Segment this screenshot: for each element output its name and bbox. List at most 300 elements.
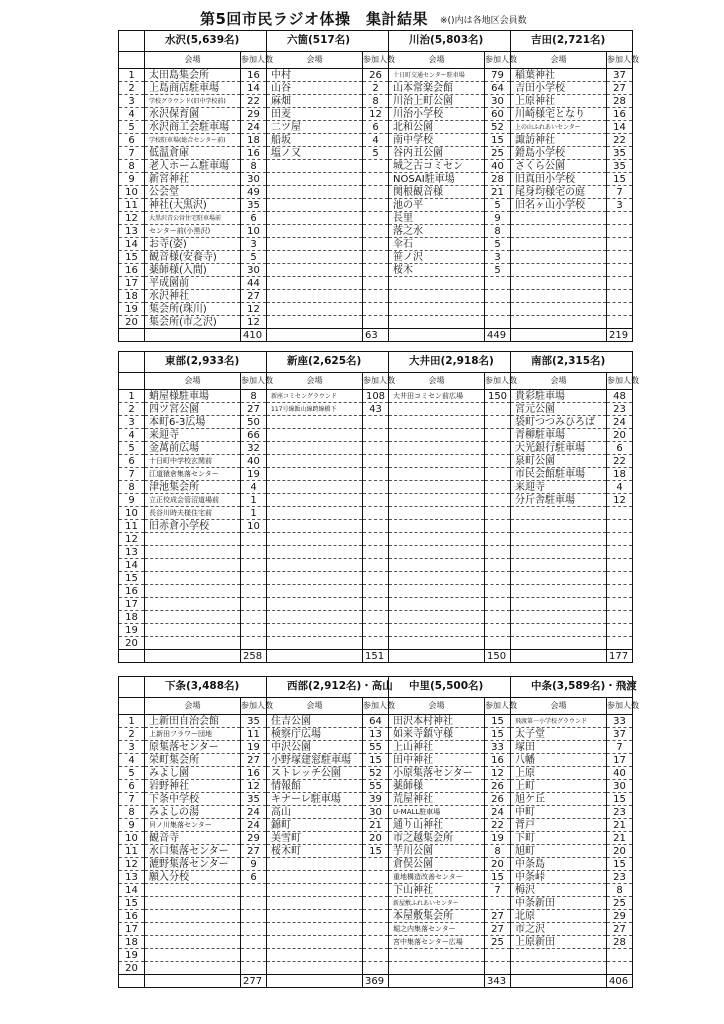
district-table (118, 351, 639, 663)
row-number: 19 (119, 624, 145, 637)
row-number: 19 (119, 949, 145, 962)
venue-cell (145, 559, 241, 572)
total-row (119, 329, 633, 342)
row-number: 15 (119, 572, 145, 585)
count-cell: 26 (485, 793, 511, 806)
venue-cell: 田中神社 (389, 754, 485, 767)
district-total: 277 (241, 975, 267, 988)
count-cell (241, 533, 267, 546)
venue-cell (511, 225, 607, 238)
table-row (119, 897, 633, 910)
count-cell (363, 468, 389, 481)
venue-cell: 小野塚建窓駐車場 (267, 754, 363, 767)
table-row (119, 494, 633, 507)
table-row (119, 598, 633, 611)
index-header-cell (119, 352, 145, 373)
venue-cell: 伞石 (389, 238, 485, 251)
count-column-header: 参加人数 (363, 372, 389, 389)
count-cell (607, 290, 633, 303)
table-row (119, 82, 633, 95)
venue-cell: 上原新田 (511, 936, 607, 949)
count-cell (241, 923, 267, 936)
venue-column-header: 会場 (389, 51, 485, 68)
district-total: 150 (485, 650, 511, 663)
count-cell: 11 (241, 728, 267, 741)
venue-cell (145, 637, 241, 650)
venue-cell (511, 533, 607, 546)
count-cell: 40 (607, 767, 633, 780)
venue-cell (511, 637, 607, 650)
venue-cell: 低温倉庫 (145, 147, 241, 160)
venue-cell: 旭町 (511, 845, 607, 858)
count-cell (363, 277, 389, 290)
row-number: 9 (119, 819, 145, 832)
venue-cell: 荒屋神社 (389, 793, 485, 806)
count-cell: 12 (607, 494, 633, 507)
count-cell (363, 923, 389, 936)
venue-cell: 新宮神社 (145, 173, 241, 186)
count-cell (363, 585, 389, 598)
venue-cell (267, 611, 363, 624)
count-cell: 20 (363, 832, 389, 845)
table-row (119, 715, 633, 728)
count-cell: 20 (607, 429, 633, 442)
count-cell: 25 (607, 897, 633, 910)
count-cell (607, 520, 633, 533)
venue-cell: 大光銀行駐車場 (511, 442, 607, 455)
count-cell: 79 (485, 69, 511, 82)
total-blank-cell (389, 329, 485, 342)
count-cell (241, 598, 267, 611)
table-row (119, 212, 633, 225)
count-cell: 13 (363, 728, 389, 741)
count-cell: 14 (607, 121, 633, 134)
count-cell: 27 (607, 923, 633, 936)
column-header-row (119, 372, 633, 389)
venue-cell: さくら公園 (511, 160, 607, 173)
venue-cell: キナーレ駐車場 (267, 793, 363, 806)
count-cell (241, 637, 267, 650)
venue-cell (145, 936, 241, 949)
count-column-header: 参加人数 (485, 697, 511, 714)
district-name: 川治(5,803名) (389, 31, 511, 52)
count-cell (363, 871, 389, 884)
table-row (119, 728, 633, 741)
row-number: 17 (119, 277, 145, 290)
count-cell: 5 (241, 251, 267, 264)
venue-cell: 如来寺鎮守様 (389, 728, 485, 741)
count-cell: 28 (607, 936, 633, 949)
count-cell: 55 (363, 741, 389, 754)
venue-cell (389, 442, 485, 455)
venue-cell (267, 442, 363, 455)
count-cell (363, 533, 389, 546)
count-cell: 32 (241, 442, 267, 455)
row-number: 3 (119, 416, 145, 429)
count-cell: 27 (241, 290, 267, 303)
count-cell (607, 238, 633, 251)
row-number: 20 (119, 637, 145, 650)
count-cell: 6 (363, 121, 389, 134)
venue-cell (267, 316, 363, 329)
venue-cell (389, 962, 485, 975)
district-header-row (119, 31, 633, 52)
venue-cell: 旭ケ丘 (511, 793, 607, 806)
venue-cell (267, 624, 363, 637)
row-number: 8 (119, 160, 145, 173)
venue-cell (511, 546, 607, 559)
table-row (119, 199, 633, 212)
row-number: 11 (119, 520, 145, 533)
venue-cell: 八幡 (511, 754, 607, 767)
count-cell (607, 637, 633, 650)
row-number: 5 (119, 767, 145, 780)
venue-cell (267, 173, 363, 186)
venue-cell (145, 910, 241, 923)
count-column-header: 参加人数 (485, 372, 511, 389)
row-number: 14 (119, 559, 145, 572)
count-column-header: 参加人数 (485, 51, 511, 68)
venue-cell: 平成園前 (145, 277, 241, 290)
venue-cell (389, 585, 485, 598)
venue-cell (389, 572, 485, 585)
count-cell: 37 (607, 69, 633, 82)
venue-cell (267, 962, 363, 975)
venue-cell (389, 290, 485, 303)
table-row (119, 962, 633, 975)
venue-cell: 梅沢 (511, 884, 607, 897)
count-cell (363, 173, 389, 186)
venue-cell (511, 611, 607, 624)
count-cell: 7 (607, 186, 633, 199)
district-total: 410 (241, 329, 267, 342)
count-column-header: 参加人数 (607, 372, 633, 389)
venue-cell: 観音様(安養寺) (145, 251, 241, 264)
venue-cell: 吉田小学校 (511, 82, 607, 95)
district-table (118, 676, 639, 988)
table-row (119, 290, 633, 303)
venue-cell: 飛渡第一小学校グラウンド (511, 715, 607, 728)
venue-cell: 鐙島小学校 (511, 147, 607, 160)
venue-cell: 桜木町 (267, 845, 363, 858)
venue-cell: 上の山ふれあいセンター (511, 121, 607, 134)
count-cell (363, 416, 389, 429)
count-cell: 22 (241, 95, 267, 108)
venue-cell (267, 884, 363, 897)
table-row (119, 507, 633, 520)
venue-cell: 検察庁広場 (267, 728, 363, 741)
table-row (119, 121, 633, 134)
district-total: 63 (363, 329, 389, 342)
count-cell (485, 520, 511, 533)
count-cell: 55 (363, 780, 389, 793)
count-cell (607, 546, 633, 559)
total-row (119, 975, 633, 988)
count-column-header: 参加人数 (241, 372, 267, 389)
table-row (119, 858, 633, 871)
count-cell (241, 559, 267, 572)
venue-cell (267, 494, 363, 507)
venue-cell (267, 559, 363, 572)
venue-cell: 学校駐車場(総合センター前) (145, 134, 241, 147)
venue-cell (267, 546, 363, 559)
count-cell: 16 (241, 69, 267, 82)
count-cell: 24 (485, 806, 511, 819)
row-number: 8 (119, 481, 145, 494)
count-cell: 1 (241, 494, 267, 507)
venue-cell: 下町 (511, 832, 607, 845)
venue-cell (511, 212, 607, 225)
count-cell (363, 316, 389, 329)
venue-cell: 上山神社 (389, 741, 485, 754)
count-cell (607, 611, 633, 624)
count-cell (363, 572, 389, 585)
venue-cell: 谷内丑公園 (389, 147, 485, 160)
table-row (119, 611, 633, 624)
venue-cell: 薬師様 (389, 780, 485, 793)
table-row (119, 455, 633, 468)
venue-cell: 中条島 (511, 858, 607, 871)
venue-cell (511, 251, 607, 264)
venue-cell: 錦町 (267, 819, 363, 832)
venue-cell (145, 949, 241, 962)
count-cell: 14 (241, 82, 267, 95)
venue-cell (145, 611, 241, 624)
venue-cell (389, 637, 485, 650)
count-cell: 150 (485, 390, 511, 403)
total-blank-cell (145, 975, 241, 988)
count-cell (363, 251, 389, 264)
venue-cell: みよしの湯 (145, 806, 241, 819)
row-number: 19 (119, 303, 145, 316)
count-cell: 10 (241, 225, 267, 238)
venue-cell: 大黒沢青公営住宅駐車場前 (145, 212, 241, 225)
count-cell: 3 (607, 199, 633, 212)
venue-cell: 北和公園 (389, 121, 485, 134)
member-note: ※()内は各地区会員数 (440, 16, 527, 26)
count-cell (363, 481, 389, 494)
table-row (119, 923, 633, 936)
venue-cell (511, 238, 607, 251)
count-cell: 44 (241, 277, 267, 290)
venue-cell: 川治小学校 (389, 108, 485, 121)
count-cell (607, 624, 633, 637)
venue-cell: 田沢本村神社 (389, 715, 485, 728)
venue-cell (267, 186, 363, 199)
venue-cell: 市民会館駐車場 (511, 468, 607, 481)
venue-cell: 公会堂 (145, 186, 241, 199)
venue-cell: 川崎様宅となり (511, 108, 607, 121)
count-cell: 43 (363, 403, 389, 416)
venue-cell (267, 468, 363, 481)
venue-cell (267, 264, 363, 277)
row-number: 2 (119, 82, 145, 95)
venue-cell: 薬師様(入間) (145, 264, 241, 277)
venue-cell: 十日町交通センター駐車場 (389, 69, 485, 82)
table-row (119, 780, 633, 793)
table-row (119, 225, 633, 238)
count-cell (607, 559, 633, 572)
count-cell: 64 (485, 82, 511, 95)
district-total: 258 (241, 650, 267, 663)
count-cell: 24 (241, 121, 267, 134)
count-cell (363, 455, 389, 468)
total-blank-cell (267, 650, 363, 663)
venue-cell (267, 572, 363, 585)
count-cell: 7 (485, 884, 511, 897)
count-cell: 23 (607, 806, 633, 819)
table-row (119, 559, 633, 572)
row-number: 18 (119, 290, 145, 303)
count-cell: 12 (363, 108, 389, 121)
venue-cell: 学校グラウンド(旧中学校前) (145, 95, 241, 108)
table-row (119, 403, 633, 416)
count-cell (607, 962, 633, 975)
venue-cell: 蛸屋様駐車場 (145, 390, 241, 403)
table-row (119, 442, 633, 455)
count-cell (485, 559, 511, 572)
count-cell: 27 (485, 923, 511, 936)
venue-cell (145, 585, 241, 598)
venue-cell: 上島商店駐車場 (145, 82, 241, 95)
table-row (119, 546, 633, 559)
table-row (119, 871, 633, 884)
count-cell: 17 (607, 754, 633, 767)
count-cell: 40 (485, 160, 511, 173)
row-number: 12 (119, 858, 145, 871)
count-cell: 19 (241, 741, 267, 754)
row-number: 5 (119, 121, 145, 134)
row-number: 1 (119, 390, 145, 403)
count-cell: 15 (363, 754, 389, 767)
venue-cell (267, 225, 363, 238)
district-total: 151 (363, 650, 389, 663)
count-cell (485, 455, 511, 468)
count-cell: 8 (363, 95, 389, 108)
row-number: 2 (119, 403, 145, 416)
count-cell: 30 (607, 780, 633, 793)
count-cell: 19 (241, 468, 267, 481)
table-row (119, 416, 633, 429)
table-row (119, 481, 633, 494)
count-cell: 16 (241, 147, 267, 160)
venue-column-header: 会場 (145, 372, 241, 389)
total-blank-cell (389, 975, 485, 988)
row-number: 10 (119, 832, 145, 845)
venue-cell (389, 303, 485, 316)
count-cell: 8 (241, 160, 267, 173)
count-cell: 15 (607, 173, 633, 186)
count-cell: 35 (241, 715, 267, 728)
district-total: 219 (607, 329, 633, 342)
count-cell: 52 (363, 767, 389, 780)
venue-cell (389, 533, 485, 546)
count-column-header: 参加人数 (607, 51, 633, 68)
count-cell (241, 936, 267, 949)
table-row (119, 637, 633, 650)
venue-cell: みよし園 (145, 767, 241, 780)
venue-cell: お寺(姿) (145, 238, 241, 251)
district-total: 406 (607, 975, 633, 988)
count-cell (363, 212, 389, 225)
row-number: 11 (119, 199, 145, 212)
venue-column-header: 会場 (145, 697, 241, 714)
venue-cell: 江道猿倉集落センター (145, 468, 241, 481)
venue-cell (511, 962, 607, 975)
venue-cell: 住吉公園 (267, 715, 363, 728)
count-cell (607, 212, 633, 225)
total-label-cell (119, 975, 145, 988)
venue-cell: 高山 (267, 806, 363, 819)
venue-cell: 長里 (389, 212, 485, 225)
venue-cell (267, 897, 363, 910)
venue-cell: 新屋敷ふれあいセンター (389, 897, 485, 910)
venue-cell: 上新田自治会館 (145, 715, 241, 728)
count-cell (607, 949, 633, 962)
venue-cell: 漉野集落センター (145, 858, 241, 871)
table-row (119, 186, 633, 199)
count-cell: 5 (363, 147, 389, 160)
count-cell: 29 (241, 108, 267, 121)
total-blank-cell (511, 975, 607, 988)
index-header-cell (119, 51, 145, 68)
venue-cell (511, 572, 607, 585)
row-number: 6 (119, 780, 145, 793)
count-cell (485, 585, 511, 598)
count-cell (363, 264, 389, 277)
table-row (119, 741, 633, 754)
venue-cell: 船坂 (267, 134, 363, 147)
count-cell: 30 (363, 806, 389, 819)
page-title: 第5回市民ラジオ体操 集計結果 (200, 10, 428, 28)
count-cell (363, 897, 389, 910)
venue-cell: 背戸 (511, 819, 607, 832)
venue-column-header: 会場 (389, 697, 485, 714)
index-header-cell (119, 372, 145, 389)
venue-cell: 山本常楽会館 (389, 82, 485, 95)
row-number: 3 (119, 95, 145, 108)
row-number: 18 (119, 611, 145, 624)
venue-cell (145, 884, 241, 897)
count-cell: 15 (485, 715, 511, 728)
venue-cell: 水沢神社 (145, 290, 241, 303)
count-cell (485, 533, 511, 546)
venue-cell (267, 598, 363, 611)
count-cell: 26 (485, 780, 511, 793)
table-row (119, 533, 633, 546)
count-cell: 3 (241, 238, 267, 251)
row-number: 14 (119, 238, 145, 251)
table-row (119, 819, 633, 832)
count-cell (363, 624, 389, 637)
count-cell: 6 (607, 442, 633, 455)
count-column-header: 参加人数 (363, 697, 389, 714)
venue-cell (267, 585, 363, 598)
venue-column-header: 会場 (511, 697, 607, 714)
count-cell: 30 (485, 95, 511, 108)
row-number: 4 (119, 429, 145, 442)
venue-cell: 尾身均様宅の庭 (511, 186, 607, 199)
venue-cell: 美雪町 (267, 832, 363, 845)
count-cell (607, 225, 633, 238)
venue-cell: 二ツ屋 (267, 121, 363, 134)
count-cell (241, 585, 267, 598)
count-cell (607, 264, 633, 277)
count-cell: 12 (241, 780, 267, 793)
row-number: 10 (119, 507, 145, 520)
row-number: 14 (119, 884, 145, 897)
count-cell (241, 884, 267, 897)
